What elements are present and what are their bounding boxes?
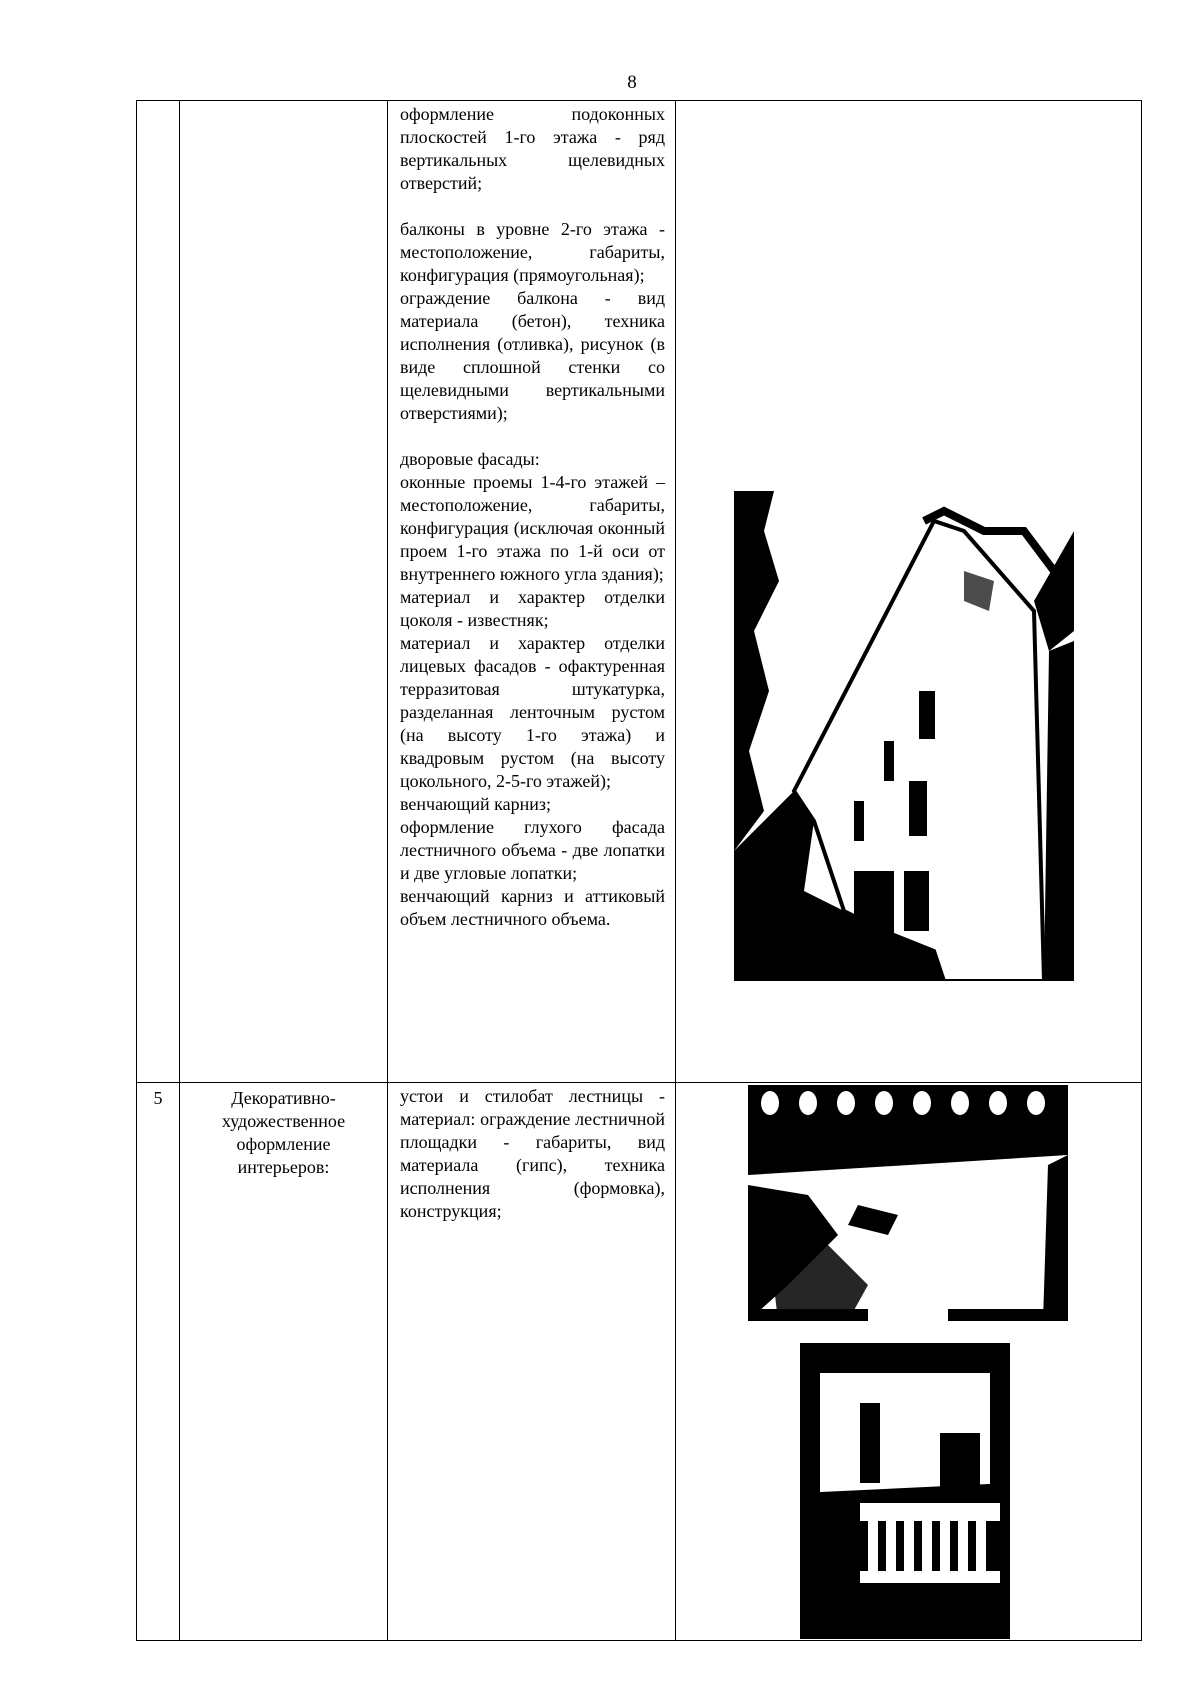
- staircase-balustrade-photo-image: [800, 1343, 1010, 1639]
- description-item: ограждение балкона - вид материала (бетон), техника исполнения (отливка), рисунок (в виде сплошной стенки со щелевидными вертикальными отверстиями);: [400, 288, 665, 423]
- table-row: [137, 1083, 1142, 1641]
- description-item: венчающий карниз;: [400, 794, 551, 814]
- page-number: 8: [627, 72, 637, 93]
- courtyard-facade-photo-image: [734, 491, 1074, 981]
- courtyard-facade-photo: [734, 491, 1074, 981]
- row-photo-cell: [676, 101, 1142, 1083]
- row-name-cell: Декоративно-художественное оформление интерьеров:: [180, 1083, 388, 1641]
- description-item: материал и характер отделки цоколя - известняк;: [400, 587, 665, 630]
- description-block: [400, 448, 665, 931]
- row-photo-cell: [676, 1083, 1142, 1641]
- row-description-cell: [388, 101, 676, 1083]
- row-name-cell: [180, 101, 388, 1083]
- row-description-cell: [388, 1083, 676, 1641]
- description-item: оконные проемы 1-4-го этажей – местоположение, габариты, конфигурация (исключая оконный проем 1-го этажа по 1-й оси от внутреннего южного угла здания);: [400, 472, 665, 584]
- heritage-table: [136, 100, 1142, 1641]
- row-number-cell: [137, 101, 180, 1083]
- description-item: дворовые фасады:: [400, 449, 540, 469]
- description-item: устои и стилобат лестницы - материал: ограждение лестничной площадки - габариты, вид материала (гипс), техника исполнения (формовка), конструкция;: [400, 1086, 665, 1221]
- description-block: [400, 1085, 665, 1223]
- description-item: балконы в уровне 2-го этажа - местоположение, габариты, конфигурация (прямоугольная);: [400, 219, 665, 285]
- description-item: материал и характер отделки лицевых фасадов - офактуренная терразитовая штукатурка, разделанная ленточным рустом (на высоту 1-го этажа) и квадровым рустом (на высоту цокольного, 2-5-го этажей);: [400, 633, 665, 791]
- staircase-balustrade-photo: [800, 1343, 1010, 1639]
- description-item: венчающий карниз и аттиковый объем лестничного объема.: [400, 886, 665, 929]
- description-item: оформление глухого фасада лестничного объема - две лопатки и две угловые лопатки;: [400, 817, 665, 883]
- table-row: [137, 101, 1142, 1083]
- stair-landing-balustrade-photo: [748, 1085, 1068, 1321]
- description-item: оформление подоконных плоскостей 1-го этажа - ряд вертикальных щелевидных отверстий;: [400, 104, 665, 193]
- stair-landing-balustrade-photo-image: [748, 1085, 1068, 1321]
- row-number-cell: 5: [137, 1083, 180, 1641]
- description-block: [400, 218, 665, 425]
- description-block: [400, 103, 665, 195]
